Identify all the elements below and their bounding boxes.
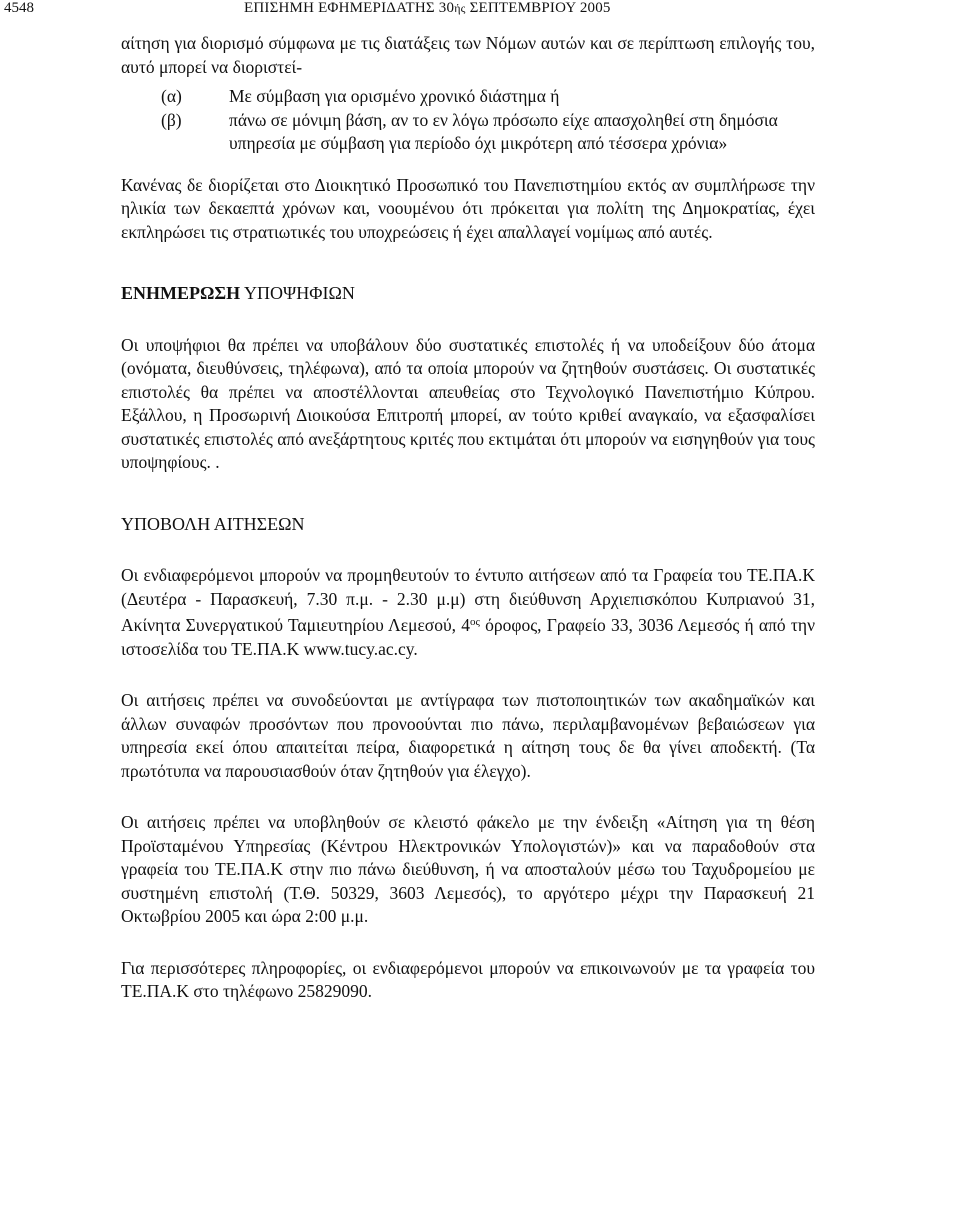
list-item: πάνω σε μόνιμη βάση, αν το εν λόγω πρόσωπο είχε απασχοληθεί στη δημόσια υπηρεσία με σύμβαση για περίοδο όχι μικρότερη από τέσσερα χρόνια» [229, 109, 778, 153]
appointment-options-list [161, 85, 815, 156]
running-head [244, 0, 611, 17]
applications-p1-text-end: όροφος, Γραφείο 33, 3036 Λεμεσός ή από την ιστοσελίδα του ΤΕ.ΠΑ.Κ www.tucy.ac.cy. [121, 615, 815, 659]
applications-paragraph-2: Οι αιτήσεις πρέπει να συνοδεύονται με αντίγραφα των πιστοποιητικών των ακαδημαϊκών και άλλων συναφών προσόντων που προνοούνται πιο πάνω, περιλαμβανομένων βεβαιώσεων για υπηρεσία εκεί όπου απαιτείται πείρα, διαφορετικά η αίτηση τους δε θα γίνει αποδεκτή. (Τα πρωτότυπα να παρουσιασθούν όταν ζητηθούν για έλεγχο). [121, 690, 815, 781]
ordinal-suffix: ος [470, 616, 480, 628]
list-item: Με σύμβαση για ορισμένο χρονικό διάστημα ή [229, 86, 560, 106]
page-header [0, 0, 960, 22]
list-marker: (β) [161, 109, 182, 130]
applications-paragraph-1 [121, 564, 815, 661]
month-year: ΣΕΠΤΕΜΒΡΙΟΥ 2005 [469, 0, 611, 16]
applications-paragraph-3: Οι αιτήσεις πρέπει να υποβληθούν σε κλειστό φάκελο με την ένδειξη «Αίτηση για τη θέση Προϊσταμένου Υπηρεσίας (Κέντρου Ηλεκτρονικών Υπολογιστών)» και να παραδοθούν στα γραφεία του ΤΕ.ΠΑ.Κ στην πιο πάνω διεύθυνση, ή να αποσταλούν μέσω του Ταχυδρομείου με συστημένη επιστολή (Τ.Θ. 50329, 3603 Λεμεσός), το αργότερο μέχρι την Παρασκευή 21 Οκτωβρίου 2005 και ώρα 2:00 μ.μ. [121, 812, 815, 926]
section-title-candidates [121, 282, 815, 306]
eligibility-paragraph: Κανένας δε διορίζεται στο Διοικητικό Προσωπικό του Πανεπιστημίου εκτός αν συμπλήρωσε την ηλικία των δεκαεπτά χρόνων και, νοουμένου ότι πρόκειται για πολίτη της Δημοκρατίας, έχει εκπληρώσει τις στρατιωτικές του υποχρεώσεις ή έχει απαλλαγεί νομίμως από αυτές. [121, 174, 815, 242]
day-suffix: ής [454, 1, 466, 15]
section-title-applications: ΥΠΟΒΟΛΗ ΑΙΤΗΣΕΩΝ [121, 513, 305, 534]
publication-title: ΕΠΙΣΗΜΗ ΕΦΗΜΕΡΙΔΑΤΗΣ 30 [244, 0, 455, 16]
section-title-rest: ΥΠΟΨΗΦΙΩΝ [240, 283, 355, 303]
candidates-paragraph: Οι υποψήφιοι θα πρέπει να υποβάλουν δύο συστατικές επιστολές ή να υποδείξουν δύο άτομα (ονόματα, διευθύνσεις, τηλέφωνα), από τα οποία μπορούν να ζητηθούν συστάσεις. Οι συστατικές επιστολές θα πρέπει να αποστέλλονται απευθείας στο Τεχνολογικό Πανεπιστήμιο Κύπρου. Εξάλλου, η Προσωρινή Διοικούσα Επιτροπή μπορεί, αν τούτο κριθεί αναγκαίο, να εξασφαλίσει συστατικές επιστολές από ανεξάρτητους κριτές που εκτιμάται ότι μπορούν να εισηγηθούν για τους υποψηφίους. . [121, 334, 815, 472]
applications-paragraph-4: Για περισσότερες πληροφορίες, οι ενδιαφερόμενοι μπορούν να επικοινωνούν με τα γραφεία του ΤΕ.ΠΑ.Κ στο τηλέφωνο 25829090. [121, 957, 815, 1001]
section-title-bold: ΕΝΗΜΕΡΩΣΗ [121, 283, 241, 303]
list-marker: (α) [161, 86, 182, 106]
page-number: 4548 [4, 0, 34, 16]
intro-paragraph: αίτηση για διορισμό σύμφωνα με τις διατάξεις των Νόμων αυτών και σε περίπτωση επιλογής του, αυτό μπορεί να διοριστεί- [121, 33, 815, 77]
document-body [121, 32, 815, 1004]
applications-p1-text: Οι ενδιαφερόμενοι μπορούν να προμηθευτούν το έντυπο αιτήσεων από τα Γραφεία του ΤΕ.ΠΑ.Κ (Δευτέρα - Παρασκευή, 7.30 π.μ. - 2.30 μ.μ) στη διεύθυνση Αρχιεπισκόπου Κυπριανού 31, Ακίνητα Συνεργατικού Ταμιευτηρίου Λεμεσού, 4 [121, 565, 815, 635]
